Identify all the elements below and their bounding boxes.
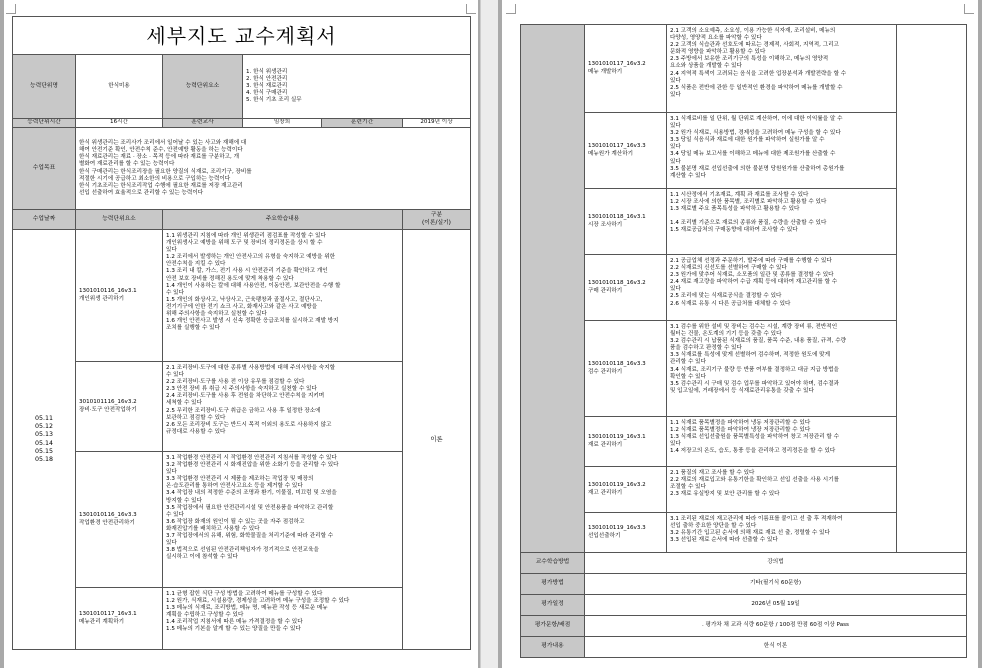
content-cell: [667, 25, 897, 113]
text-line: 4. 한식 구매관리: [246, 90, 288, 97]
text-line: 05.18: [34, 456, 54, 464]
text-line: 안전수칙을 지킬 수 있다: [166, 261, 226, 268]
text-line: 시장 조사하기: [588, 221, 623, 228]
element-cell: [585, 25, 667, 113]
text-line: 있다: [670, 286, 681, 293]
document-title: 세부지도 교수계획서: [13, 17, 471, 55]
text-line: 3.8 법적으로 선임된 안전관리책임자가 정기적으로 안전교육을: [166, 547, 319, 554]
text-line: 1.3 조리 내 칼, 가스, 전기 사용 시 안전관리 기준을 확인하고 개인: [166, 268, 328, 275]
text-line: 1.3 재료별 주요 품목특성을 파악하고 활용할 수 있다: [670, 206, 800, 213]
eval-score-value: . 평가차 채 교과 식량 60문항 / 100점 만점 60점 이상 Pass: [585, 616, 967, 637]
text-line: 3.1 식재료비를 일 단위, 월 단위로 계산하여, 이에 대한 이익률을 알 수: [670, 116, 843, 122]
text-line: 3.4 식재료, 조리기구 불량 등 반품 여부를 결정하고 대금 지급 방법을: [670, 366, 839, 373]
text-line: 메뉴 개발하기: [588, 68, 623, 75]
goals-label: 수업목표: [13, 128, 76, 210]
text-line: 3.3 선입된 재료 순서에 따라 선출할 수 있다: [670, 537, 778, 544]
text-line: 1.4 조리별 기준으로 재료의 종류와 품질, 수량을 산출할 수 있다: [670, 220, 827, 227]
text-line: 2.3 원가에 맞추어 식재료, 소모품의 일관 및 종류를 결정할 수 있다: [670, 272, 834, 279]
text-line: 3.4 당일 메뉴 보고서를 이해하고 메뉴에 대한 제조원가를 산출할 수: [670, 151, 836, 158]
text-line: 1.2 시장 조사에 의한 품목별, 조리별로 파악하고 활용할 수 있다: [670, 199, 827, 206]
text-line: 1.3 식재료 선입선출원을 품목별특성을 파악하여 창고 저장관리 할 수: [670, 434, 840, 441]
text-line: 1.1 시산정에서 기초재료, 계획 과 재료를 조사할 수 있다: [670, 192, 809, 198]
unit-element-label: 능력단위요소: [163, 55, 243, 119]
text-line: 1.4 저장고의 온도, 습도, 통풍 등을 관리하고 정리정돈을 할 수 있다: [670, 448, 836, 455]
text-line: 1.4 개인이 사용하는 칼에 대해 사용안전, 이동안전, 보관안전을 수행 할: [166, 282, 341, 289]
lesson-plan-table-continued: [520, 24, 967, 658]
element-cell: [76, 588, 163, 650]
element-cell: [585, 417, 667, 467]
element-cell: [76, 452, 163, 588]
text-line: 있다: [166, 469, 177, 476]
text-line: 3.1 검수를 위한 설비 및 장비는 검수는 시설, 계량 장비 류, 전반적인: [670, 324, 838, 330]
text-line: 1301010119_16v3.3: [588, 525, 646, 532]
text-line: 2.3 재료 유실방지 및 보안 관리를 할 수 있다: [670, 491, 780, 498]
category-value: 이론: [403, 230, 471, 650]
text-line: 3.2 검수관리 시 납품된 식재료의 품질, 품목 수준, 내용 품질, 규격, 수량: [670, 338, 847, 345]
text-line: 조치를 실행할 수 있다: [166, 325, 220, 332]
text-line: 3.3 작업환경 안전관리 시 제품을 제조하는 작업장 및 매장의: [166, 476, 314, 483]
text-line: 검수 관리하기: [588, 368, 623, 375]
text-line: 3. 한식 재료관리: [246, 82, 288, 89]
eval-score-label: 평가문항/배점: [521, 616, 585, 637]
text-line: 관리할 수 있다: [670, 359, 706, 366]
unit-name-value: 한식미용: [76, 55, 163, 119]
text-line: 2.4 지역적 특색이 고려되는 음식을 고려한 업장분석과 개발전략을 할 수: [670, 70, 847, 77]
text-line: 05.13: [34, 431, 54, 439]
content-cell: [667, 417, 897, 467]
period-value: 2019년 이상: [403, 119, 471, 128]
text-line: 개인위생사고 예방을 위해 도구 및 장비의 정리정돈을 상시 할 수: [166, 240, 323, 247]
text-line: 1.6 개인 안전사고 발생 시 신속 정확한 응급조치를 실시하고 재발 방지: [166, 318, 339, 325]
text-line: 1.2 식재료 품목별정을 파악하여 냉장 저장관리할 수 있다: [670, 427, 811, 434]
text-line: 선입 선출하여 효율적으로 관리할 수 있는 능력이다: [79, 189, 204, 196]
eval-date-label: 평가일정: [521, 595, 585, 616]
text-line: 메뉴원가 계산하기: [588, 150, 634, 157]
text-line: 1.5 메뉴의 기본을 알게 할 수 있는 양질을 만들 수 있다: [166, 626, 301, 633]
text-line: 있다: [670, 158, 681, 165]
text-line: 수 있다: [166, 511, 184, 518]
text-line: 3.5 작업장에서 필요한 안전관리시설 및 안전용품을 파악하고 관리할: [166, 504, 334, 511]
text-line: 1.4 조리작업 지침서에 따른 메뉴 가격결정을 할 수 있다: [166, 619, 303, 626]
eval-content-value: 한식 이론: [585, 637, 967, 658]
text-line: 3.2 유통기간 입고된 순서에 의해 재료 재료 선 출, 정렬할 수 있다: [670, 530, 830, 537]
text-line: 한식 재료관리는 재료 · 장소 · 목적 등에 따라 재료를 구분하고, 개: [79, 154, 239, 161]
text-line: 2.3 주방에서 보유한 조리기구의 특성을 이해하고, 메뉴의 영양적: [670, 56, 829, 63]
method-value: 강의법: [585, 553, 967, 574]
text-line: 2.3 안전 장비 류 취급 시 주의사항을 숙지하고 실천할 수 있다: [166, 386, 317, 393]
eval-method-value: 기타(필기식 60문항): [585, 574, 967, 595]
text-line: 있다: [166, 540, 177, 547]
text-line: 3.2 원가 식재료, 식용방법, 경제성을 고려하여 메뉴 구성을 할 수 있다: [670, 130, 841, 137]
text-line: 규정대로 사용할 수 있다: [166, 428, 226, 435]
text-line: 구매 관리하기: [588, 287, 623, 294]
text-line: 05.15: [34, 447, 54, 455]
content-cell: [163, 452, 403, 588]
document-page-2: [502, 0, 978, 668]
text-line: 05.12: [34, 422, 54, 430]
text-line: 3.6 작업장 화재의 원인이 될 수 있는 곳을 자주 점검하고: [166, 518, 305, 525]
text-line: 1301010117_16v3.3: [588, 143, 646, 150]
text-line: 있다: [670, 91, 681, 98]
content-cell: [667, 113, 897, 189]
element-cell: [585, 189, 667, 255]
text-line: 장비·도구 안전작업하기: [79, 406, 137, 413]
text-line: 세척할 수 있다: [166, 400, 202, 407]
text-line: 1.1 위생관리 지침에 따라 개인 위생관리 점검표를 작성할 수 있다: [166, 233, 326, 239]
content-cell: [667, 513, 897, 553]
text-line: 1.3 메뉴의 식재료, 조리방법, 메뉴 명, 메뉴판 작성 등 새로운 메뉴: [166, 605, 328, 612]
hours-label: 능력단위시간: [13, 119, 76, 128]
text-line: 05.11: [34, 414, 54, 422]
text-line: 2.2 고객의 식습관과 선호도에 따르는 경제적, 사회적, 지역적, 그리고: [670, 42, 839, 49]
text-line: 조절할 수 있다: [670, 484, 706, 491]
content-cell: [667, 321, 897, 417]
corner-mark: [506, 4, 516, 14]
text-line: 작업환경 안전관리하기: [79, 519, 135, 526]
text-line: 2.4 조리장비·도구를 사용 후 전원을 차단하고 안전수칙을 지키며: [166, 393, 325, 400]
content-cell: [163, 230, 403, 362]
text-line: 3.2 작업환경 안전관리 시 화재진압을 위한 소화기 등을 관리할 수 있다: [166, 462, 339, 469]
content-cell: [667, 189, 897, 255]
text-line: 2.4 재료 재고량을 파악하여 수급 계획 등에 대하여 재고관리를 할 수: [670, 279, 838, 286]
text-line: 보관하고 점검할 수 있다: [166, 414, 226, 421]
content-cell: [163, 362, 403, 452]
text-line: 1301010118_16v3.3: [588, 361, 646, 368]
category-header: [403, 210, 471, 230]
lesson-plan-table: [12, 16, 471, 650]
text-line: 3010101116_16v3.2: [79, 399, 137, 406]
text-line: 한식 기초조리는 한식조리작업 수행에 필요한 재료를 저장 재고관리: [79, 182, 243, 189]
page-gap-scrollbar[interactable]: [480, 0, 498, 668]
text-line: 2.1 고객의 소요예측, 소요성, 이용 가능한 식자재, 조리설비, 메뉴의: [670, 28, 836, 34]
element-cell: [585, 255, 667, 321]
teacher-label: 훈련교사: [163, 119, 243, 128]
text-line: 2.1 공급업체 선정과 주문하기, 발주에 따라 구매를 수행할 수 있다: [670, 258, 832, 264]
text-line: 2. 한식 안전관리: [246, 75, 288, 82]
text-line: 구분: [430, 212, 443, 219]
eval-content-label: 평가내용: [521, 637, 585, 658]
dates-continued: [521, 25, 585, 553]
text-line: 1.2 원가, 식재료, 시설용량, 경제성을 고려하여 메뉴 구성을 조정할 수 있다: [166, 598, 350, 605]
text-line: 1.5 개인의 화상사고, 낙상사고, 근육팽창과 골절사고, 절단사고,: [166, 296, 323, 303]
text-line: 수 있다: [166, 372, 184, 379]
text-line: 1301010119_16v3.1: [588, 434, 646, 441]
hours-value: 16시간: [76, 119, 163, 128]
text-line: 2.1 품질의 재고 조사를 할 수 있다: [670, 470, 755, 476]
text-line: 1301010118_16v3.1: [588, 214, 646, 221]
text-line: 계산할 수 있다: [670, 172, 706, 179]
text-line: 품을 검수하고 판정할 수 있다: [670, 345, 742, 352]
corner-mark: [466, 4, 476, 14]
text-line: 2.6 모든 조리장비 도구는 반드시 목적 이외의 용도로 사용하지 않고: [166, 421, 332, 428]
text-line: 3.4 작업장 내의 적정한 수준의 조명과 환기, 이물질, 미끄럼 및 오염을: [166, 490, 337, 497]
text-line: 확인할 수 있다: [670, 373, 706, 380]
text-line: 있다: [670, 77, 681, 84]
text-line: 방지할 수 있다: [166, 497, 202, 504]
text-line: 재고 관리하기: [588, 489, 623, 496]
element-cell: [585, 321, 667, 417]
text-line: 1301010118_16v3.2: [588, 280, 646, 287]
text-line: 있다: [166, 247, 177, 254]
text-line: 1301010116_16v3.1: [79, 288, 137, 295]
text-line: 3.3 식재료를 특성에 맞게 선별하여 검수하며, 적정한 원도에 맞게: [670, 352, 830, 359]
text-line: 전기기구에 인한 전기 쇼크 사고, 화재사고와 같은 사고 예방을: [166, 303, 318, 310]
content-cell: [163, 588, 403, 650]
text-line: 1. 한식 위생관리: [246, 68, 288, 75]
document-page-1: [4, 0, 478, 668]
corner-mark: [964, 4, 974, 14]
text-line: 05.14: [34, 439, 54, 447]
text-line: 2.2 조리장비·도구를 사용 전 이상 유무를 점검할 수 있다: [166, 379, 305, 386]
eval-date-value: 2026년 05월 19일: [585, 595, 967, 616]
element-cell: [585, 513, 667, 553]
text-line: 온·습도관리를 통하여 안전사고요소 등을 제거할 수 있다: [166, 483, 303, 490]
unit-name-label: 능력단위명: [13, 55, 76, 119]
element-cell: [76, 230, 163, 362]
text-line: 선입 출하 중요한 양단을 할 수 있다: [670, 523, 757, 530]
text-line: 개인위생 관리하기: [79, 295, 125, 302]
text-line: 요소와 상품을 개발할 수 있다: [670, 63, 742, 70]
text-line: 3.5 검수관리 시 구매 및 검수 업무를 파악하고 있어야 하며, 검수결과: [670, 380, 839, 387]
text-line: 화재진압기를 배치하고 사용할 수 있다: [166, 525, 260, 532]
lesson-dates: [13, 230, 76, 650]
content-cell: [667, 467, 897, 513]
method-label: 교수학습방법: [521, 553, 585, 574]
text-line: 실시하고 이에 참석할 수 있다: [166, 554, 238, 561]
text-line: 1.5 재료공급처의 구매동향에 대하여 조사할 수 있다: [670, 227, 798, 234]
text-line: 3.5 불분명 재료 선입선출에 의한 불분명 당원원가를 산출하여 총원가를: [670, 165, 845, 172]
text-line: 1301010116_16v3.3: [79, 512, 137, 519]
text-line: 월터는 건물, 온도계의 기기 등을 갖출 수 있다: [670, 331, 782, 338]
eval-method-label: 평가방법: [521, 574, 585, 595]
unit-element-list: [243, 55, 471, 119]
text-line: 수 있다: [166, 289, 184, 296]
text-line: 및 입고일에, 거래장에서 등 식재료관리유통을 갖출 수 있다: [670, 387, 814, 394]
text-line: 1301010117_16v3.1: [79, 611, 137, 618]
text-line: 2.1 조리장비·도구에 대한 종류별 사용방법에 대해 주의사항을 숙지할: [166, 365, 336, 371]
text-line: 안전 보호 장비를 정해진 용도에 맞게 착용할 수 있다: [166, 275, 294, 282]
text-line: 3.1 조리된 재료의 재고관리에 따라 이름표를 붙이고 선 출 후 적재하여: [670, 516, 843, 522]
dates-header: 수업날짜: [13, 210, 76, 230]
text-line: 적절한 시기에 공급하고 최소한의 비용으로 구입하는 능력이다: [79, 175, 231, 182]
text-line: 1.2 조리에서 발생하는 개인 안전사고의 유형을 숙지하고 예방을 위한: [166, 254, 336, 261]
text-line: 1.1 식재료 품목별정을 파악하여 냉동 저장관리할 수 있다: [670, 420, 811, 426]
text-line: 선입선출하기: [588, 532, 621, 539]
text-line: 재료 관리하기: [588, 441, 623, 448]
text-line: 한식 구매관리는 한식조리장을 필요한 양질의 식재료, 조리기구, 장비를: [79, 168, 252, 175]
text-line: 한식 위생관리는 조리사가 조리에서 일어날 수 있는 사고와 재해에 대: [79, 140, 247, 147]
text-line: 별화여 재료관리를 할 수 있는 능력이다: [79, 161, 175, 168]
element-cell: [585, 467, 667, 513]
text-line: 계획을 수립하고 구성할 수 있다: [166, 612, 244, 619]
text-line: 1.1 균형 잡힌 식단 구성 방법을 고려하여 메뉴를 구성할 수 있다: [166, 591, 323, 597]
period-label: 훈련기간: [322, 119, 403, 128]
text-line: 1301010117_16v3.2: [588, 61, 646, 68]
text-line: 1301010119_16v3.2: [588, 482, 646, 489]
content-header: 주요학습내용: [163, 210, 403, 230]
text-line: 2.5 조리에 맞는 식재료공식을 결정할 수 있다: [670, 293, 782, 300]
text-line: 있다: [670, 441, 681, 448]
text-line: 해여 안전기준 확인, 안전수칙 준수, 안전예방 활동을 하는 능력이다: [79, 147, 243, 154]
text-line: 2.2 식재료의 신선도를 선별하여 구매할 수 있다: [670, 265, 787, 272]
text-line: 3.1 작업환경 안전관리 시 작업환경 안전관리 지침서를 작성할 수 있다: [166, 455, 337, 461]
text-line: 2.5 무리한 조리장비·도구 취급은 금하고 사용 후 일정한 장소에: [166, 407, 321, 414]
text-line: 2.6 식재료 유통 시 다른 공급처를 대체할 수 있다: [670, 300, 791, 307]
text-line: 있다: [670, 144, 681, 151]
text-line: 위해 주의사항을 숙지하고 실천할 수 있다: [166, 311, 267, 318]
element-header: 능력단위요소: [76, 210, 163, 230]
text-line: 3.3 당일 식음식과 재료에 대한 원가를 파악하여 실원가를 알 수: [670, 137, 825, 144]
text-line: 다양성, 영양적 요소를 파악할 수 있다: [670, 35, 762, 42]
text-line: (이론/실기): [422, 219, 451, 226]
teacher-value: 임창희: [243, 119, 322, 128]
text-line: 문화적 영향을 파악하고 활용할 수 있다: [670, 49, 766, 56]
text-line: 메뉴관리 계획하기: [79, 618, 125, 625]
text-line: 5. 한식 기초 조리 실무: [246, 97, 302, 104]
element-cell: [76, 362, 163, 452]
text-line: 2.5 식품은 전반에 관한 등 일반적인 환경을 파악하여 메뉴를 개발할 수: [670, 84, 843, 91]
category-continued: [897, 25, 967, 553]
element-cell: [585, 113, 667, 189]
content-cell: [667, 255, 897, 321]
corner-mark: [6, 4, 16, 14]
goals-text: [76, 128, 471, 210]
text-line: 2.2 재료의 재료입고와 유통기한을 확인하고 선입 선출을 사용 시기를: [670, 477, 840, 484]
text-line: 3.7 작업장에서의 유해, 위험, 화학물질을 처리기준에 따라 관리할 수: [166, 533, 334, 540]
text-line: 있다: [670, 123, 681, 130]
